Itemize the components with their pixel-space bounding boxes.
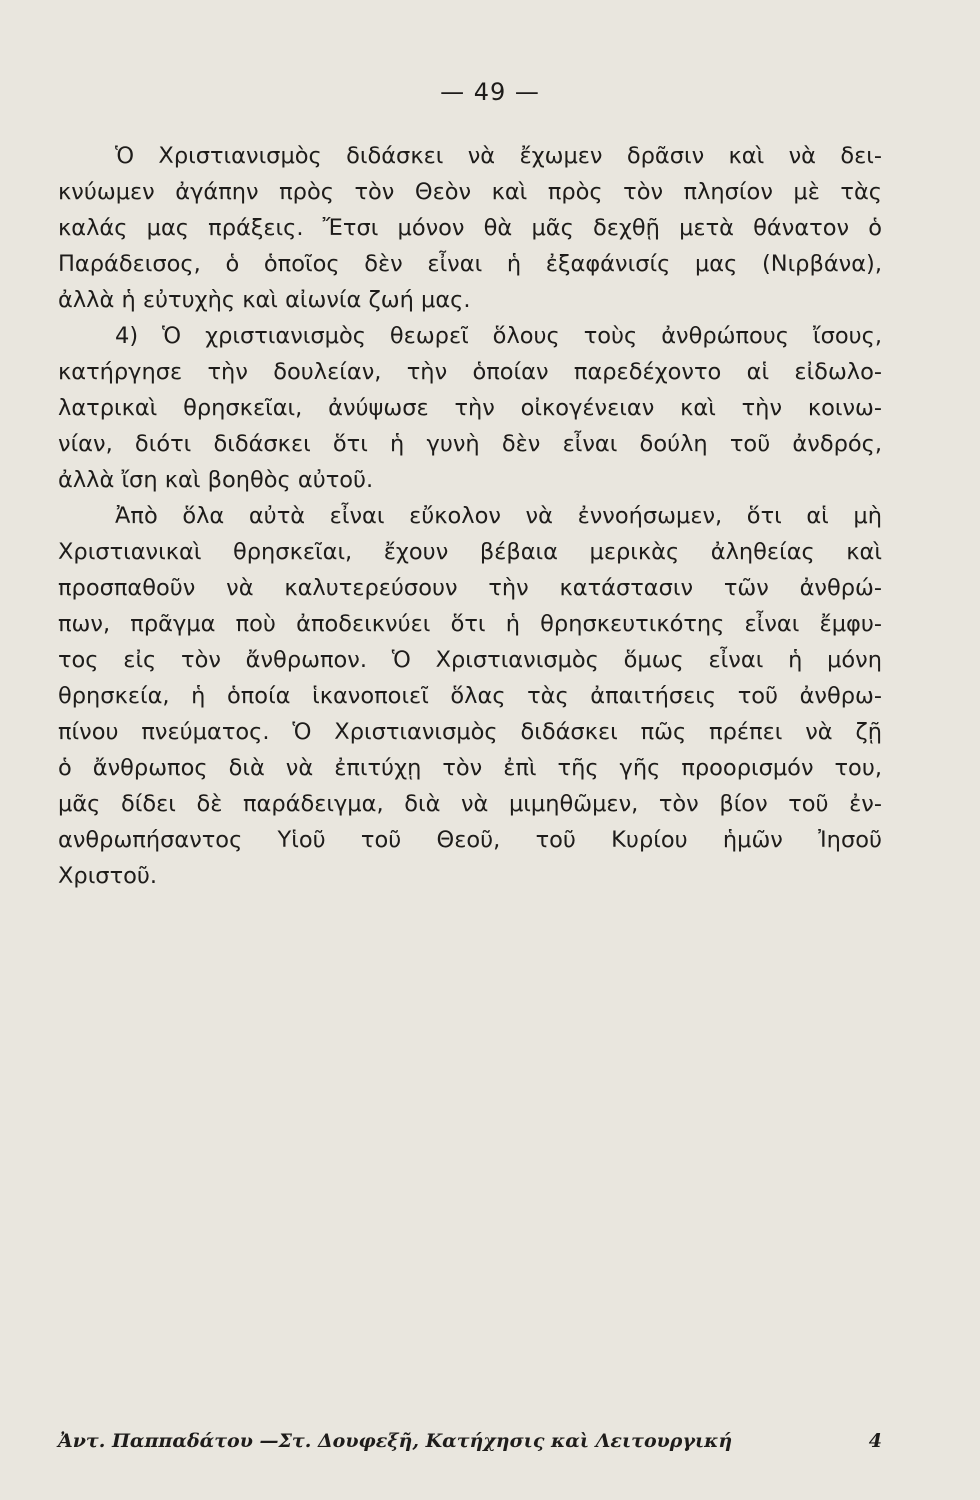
text-line: λατρικαὶ θρησκεῖαι, ἀνύψωσε τὴν οἰκογένειαν καὶ τὴν κοινω- (58, 395, 882, 421)
text-line: καλάς μας πράξεις. Ἔτσι μόνον θὰ μᾶς δεχθῇ μετὰ θάνατον ὁ (58, 215, 882, 241)
text-line: θρησκεία, ἡ ὁποία ἱκανοποιεῖ ὅλας τὰς ἀπαιτήσεις τοῦ ἀνθρω- (58, 683, 882, 709)
text-line: Παράδεισος, ὁ ὁποῖος δὲν εἶναι ἡ ἐξαφάνισίς μας (Νιρβάνα), (58, 251, 882, 277)
footer-text: Ἀντ. Παππαδάτου —Στ. Δουφεξῆ, Κατήχησις καὶ Λειτουργική (58, 1430, 733, 1452)
text-line: νίαν, διότι διδάσκει ὅτι ἡ γυνὴ δὲν εἶναι δούλη τοῦ ἀνδρός, (58, 431, 882, 457)
text-line: κατήργησε τὴν δουλείαν, τὴν ὁποίαν παρεδέχοντο αἱ εἰδωλο- (58, 359, 882, 385)
text-line: ἀλλὰ ἴση καὶ βοηθὸς αὐτοῦ. (58, 467, 374, 493)
text-line: πίνου πνεύματος. Ὁ Χριστιανισμὸς διδάσκει πῶς πρέπει νὰ ζῇ (58, 719, 882, 745)
text-line: Ὁ Χριστιανισμὸς διδάσκει νὰ ἔχωμεν δρᾶσιν καὶ νὰ δει- (115, 143, 882, 169)
text-line: πων, πρᾶγμα ποὺ ἀποδεικνύει ὅτι ἡ θρησκευτικότης εἶναι ἔμφυ- (58, 611, 882, 637)
text-line: κνύωμεν ἀγάπην πρὸς τὸν Θεὸν καὶ πρὸς τὸν πλησίον μὲ τὰς (58, 179, 882, 205)
page-number: — 49 — (440, 78, 540, 106)
text-line: προσπαθοῦν νὰ καλυτερεύσουν τὴν κατάστασιν τῶν ἀνθρώ- (58, 575, 882, 601)
text-line: ἀλλὰ ἡ εὐτυχὴς καὶ αἰωνία ζωή μας. (58, 287, 471, 313)
text-line: ὁ ἄνθρωπος διὰ νὰ ἐπιτύχῃ τὸν ἐπὶ τῆς γῆς προορισμόν του, (58, 755, 882, 781)
footer (58, 1428, 882, 1454)
text-line: τος εἰς τὸν ἄνθρωπον. Ὁ Χριστιανισμὸς ὅμως εἶναι ἡ μόνη (58, 647, 882, 673)
text-line: Ἀπὸ ὅλα αὐτὰ εἶναι εὔκολον νὰ ἐννοήσωμεν, ὅτι αἱ μὴ (115, 503, 882, 529)
text-line: μᾶς δίδει δὲ παράδειγμα, διὰ νὰ μιμηθῶμεν, τὸν βίον τοῦ ἐν- (58, 791, 882, 817)
signature-mark: 4 (868, 1430, 882, 1452)
text-line: Χριστοῦ. (58, 863, 158, 889)
text-line: 4) Ὁ χριστιανισμὸς θεωρεῖ ὅλους τοὺς ἀνθρώπους ἴσους, (115, 323, 882, 349)
text-line: ανθρωπήσαντος Υἱοῦ τοῦ Θεοῦ, τοῦ Κυρίου ἡμῶν Ἰησοῦ (58, 827, 882, 853)
text-line: Χριστιανικαὶ θρησκεῖαι, ἔχουν βέβαια μερικὰς ἀληθείας καὶ (58, 539, 882, 565)
